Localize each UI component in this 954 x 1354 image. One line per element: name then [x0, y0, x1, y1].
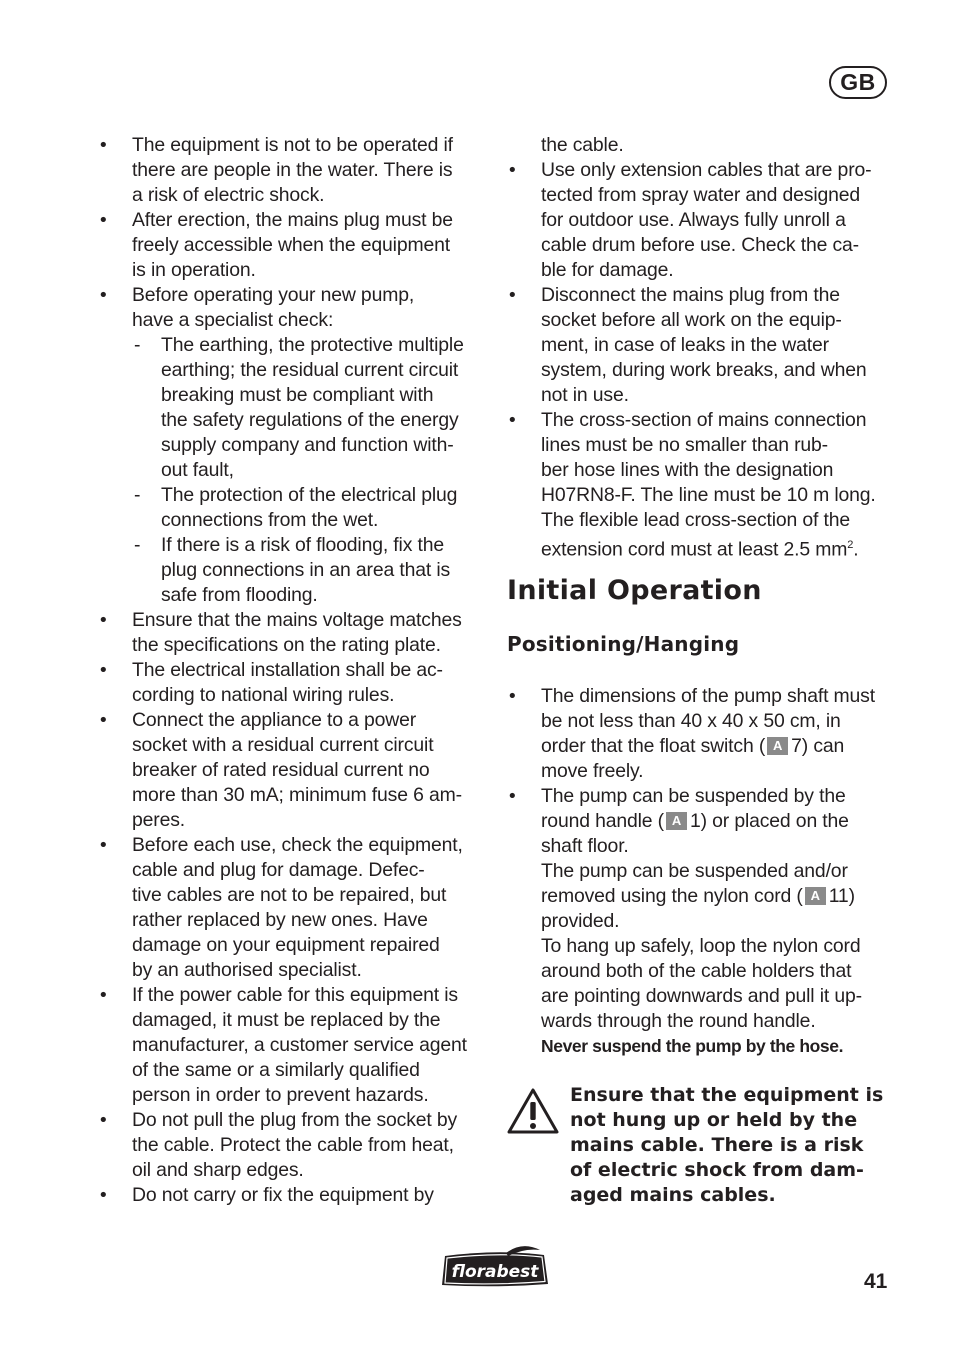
- text-line: breaking must be compliant with: [161, 384, 434, 406]
- bullet-icon: •: [98, 710, 109, 731]
- list-item: • The dimensions of the pump shaft must: [507, 685, 875, 707]
- bullet-icon: •: [98, 285, 109, 306]
- text-line: The flexible lead cross-section of the: [541, 509, 851, 531]
- text-line: rather replaced by new ones. Have: [132, 909, 428, 931]
- text-line: cording to national wiring rules.: [132, 684, 395, 706]
- hose-warning-note: Never suspend the pump by the hose.: [541, 1036, 844, 1056]
- dash-marker: -: [134, 334, 141, 356]
- text-line: the specifications on the rating plate.: [132, 634, 441, 656]
- text-line: wards through the round handle.: [541, 1010, 816, 1032]
- text-line: extension cord must at least 2.5 $mm^2$.: [541, 538, 859, 561]
- list-item: • After erection, the mains plug must be: [98, 209, 453, 231]
- sub-list-item: - The earthing, the protective multiple: [134, 334, 464, 356]
- text-line: To hang up safely, loop the nylon cord: [541, 935, 861, 957]
- text-line: the cable. Protect the cable from heat,: [132, 1134, 454, 1156]
- list-item: • Before operating your new pump,: [98, 284, 415, 306]
- text-line: The pump can be suspended and/or: [541, 860, 848, 882]
- text-line: there are people in the water. There is: [132, 159, 453, 181]
- text-line: for outdoor use. Always fully unroll a: [541, 209, 846, 231]
- text-line: socket before all work on the equip-: [541, 309, 842, 331]
- list-item: • Use only extension cables that are pro-: [507, 159, 872, 181]
- text-line: the cable.: [541, 134, 624, 156]
- bullet-icon: •: [507, 285, 518, 306]
- section-title: Initial Operation: [507, 575, 762, 606]
- text-line: more than 30 mA; minimum fuse 6 am-: [132, 784, 462, 806]
- list-item: • The pump can be suspended by the: [507, 785, 846, 807]
- text-line: the safety regulations of the energy: [161, 409, 459, 431]
- list-item: • The equipment is not to be operated if: [98, 134, 453, 156]
- text-line: a risk of electric shock.: [132, 184, 325, 206]
- right-column: [507, 133, 897, 1206]
- text-line: connections from the wet.: [161, 509, 379, 531]
- bullet-icon: •: [98, 985, 109, 1006]
- text-line: around both of the cable holders that: [541, 960, 852, 982]
- bullet-icon: •: [98, 835, 109, 856]
- left-column: [98, 133, 483, 1208]
- text-line: freely accessible when the equipment: [132, 234, 450, 256]
- text-line: peres.: [132, 809, 185, 831]
- list-item: • If the power cable for this equipment is: [98, 984, 458, 1006]
- text-line: H07RN8-F. The line must be 10 m long.: [541, 484, 876, 506]
- text-line: plug connections in an area that is: [161, 559, 451, 581]
- text-line: round handle ( A 1) or placed on the: [541, 810, 849, 832]
- figure-a-icon: A: [767, 737, 788, 755]
- text-line: safe from flooding.: [161, 584, 318, 606]
- text-line: tive cables are not to be repaired, but: [132, 884, 447, 906]
- text-line: oil and sharp edges.: [132, 1159, 304, 1181]
- warning-text: Ensure that the equipment is not hung up or held by the mains cable. There is a risk of electric shock from dam- aged mains cables.: [570, 1084, 884, 1206]
- sub-list-item: - If there is a risk of flooding, fix the: [134, 534, 444, 556]
- figure-a-icon: A: [666, 812, 687, 830]
- bullet-icon: •: [507, 786, 518, 807]
- text-line: breaker of rated residual current no: [132, 759, 430, 781]
- bullet-icon: •: [98, 610, 109, 631]
- bullet-icon: •: [98, 1185, 109, 1206]
- list-item: • Before each use, check the equipment,: [98, 834, 463, 856]
- text-line: shaft floor.: [541, 835, 629, 857]
- text-line: lines must be no smaller than rub-: [541, 434, 828, 456]
- text-line: removed using the nylon cord ( A 11): [541, 885, 855, 907]
- bullet-icon: •: [98, 660, 109, 681]
- bullet-icon: •: [507, 160, 518, 181]
- bullet-icon: •: [507, 686, 518, 707]
- list-item: • Ensure that the mains voltage matches: [98, 609, 462, 631]
- logo-text: florabest: [451, 1262, 539, 1282]
- list-item: • Disconnect the mains plug from the: [507, 284, 840, 306]
- dash-marker: -: [134, 484, 141, 506]
- text-line: earthing; the residual current circuit: [161, 359, 459, 381]
- bullet-icon: •: [98, 1110, 109, 1131]
- language-badge: GB: [829, 66, 887, 99]
- florabest-logo: [438, 1244, 552, 1288]
- text-line: manufacturer, a customer service agent: [132, 1034, 467, 1056]
- text-line: move freely.: [541, 760, 644, 782]
- text-line: not in use.: [541, 384, 629, 406]
- list-item: • The electrical installation shall be ac-: [98, 659, 443, 681]
- list-item: • Connect the appliance to a power: [98, 709, 417, 731]
- text-line: provided.: [541, 910, 620, 932]
- text-line: supply company and function with-: [161, 434, 454, 456]
- list-item: • Do not pull the plug from the socket by: [98, 1109, 458, 1131]
- text-line: ber hose lines with the designation: [541, 459, 834, 481]
- text-line: have a specialist check:: [132, 309, 334, 331]
- dash-marker: -: [134, 534, 141, 556]
- text-line: tected from spray water and designed: [541, 184, 861, 206]
- positioning-list: [507, 684, 897, 1059]
- text-line: socket with a residual current circuit: [132, 734, 434, 756]
- text-line: cable and plug for damage. Defec-: [132, 859, 425, 881]
- text-line: be not less than 40 x 40 x 50 cm, in: [541, 710, 841, 732]
- text-line: order that the float switch ( A 7) can: [541, 735, 845, 757]
- text-line: ment, in case of leaks in the water: [541, 334, 829, 356]
- text-line: cable drum before use. Check the ca-: [541, 234, 859, 256]
- subsection-title: Positioning/Hanging: [507, 632, 740, 656]
- text-line: damage on your equipment repaired: [132, 934, 440, 956]
- text-line: out fault,: [161, 459, 234, 481]
- list-item: • The cross-section of mains connection: [507, 409, 867, 431]
- sub-list-item: - The protection of the electrical plug: [134, 484, 458, 506]
- text-line: ble for damage.: [541, 259, 674, 281]
- text-line: is in operation.: [132, 259, 256, 281]
- text-line: damaged, it must be replaced by the: [132, 1009, 441, 1031]
- list-item: • Do not carry or fix the equipment by: [98, 1184, 434, 1206]
- page-number: 41: [864, 1270, 888, 1293]
- text-line: system, during work breaks, and when: [541, 359, 867, 381]
- text-line: by an authorised specialist.: [132, 959, 362, 981]
- figure-a-icon: A: [805, 887, 826, 905]
- text-line: person in order to prevent hazards.: [132, 1084, 429, 1106]
- bullet-icon: •: [98, 135, 109, 156]
- text-line: of the same or a similarly qualified: [132, 1059, 420, 1081]
- bullet-icon: •: [507, 410, 518, 431]
- bullet-icon: •: [98, 210, 109, 231]
- text-line: are pointing downwards and pull it up-: [541, 985, 862, 1007]
- warning-triangle-icon: [507, 1087, 559, 1135]
